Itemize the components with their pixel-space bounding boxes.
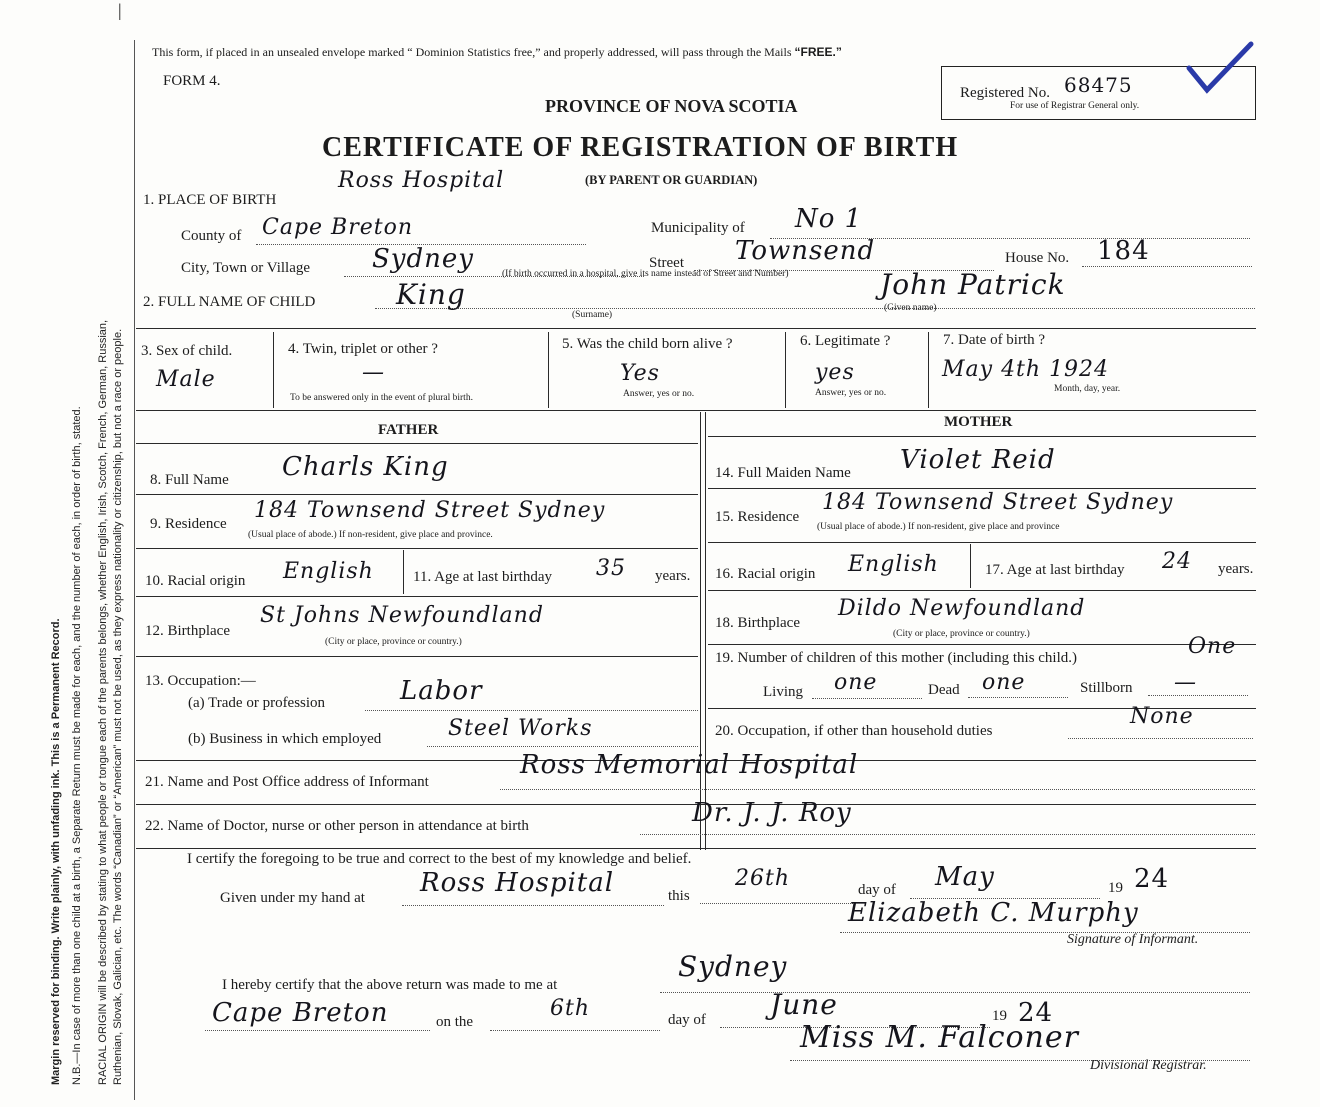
father-residence-value: 184 Townsend Street Sydney <box>254 498 606 523</box>
mother-racial-value: English <box>848 552 939 577</box>
check-mark-icon <box>1185 38 1255 98</box>
registrar-signature: Miss M. Falconer <box>800 1020 1079 1055</box>
stillborn-line <box>1148 695 1248 696</box>
rule-parents-divider <box>700 412 701 850</box>
child-name-label: 2. FULL NAME OF CHILD <box>143 294 316 310</box>
dob-label: 7. Date of birth ? <box>943 332 1046 348</box>
sex-value: Male <box>156 367 216 392</box>
margin-tick: | <box>118 0 122 20</box>
rule-m-4 <box>708 644 1256 645</box>
given-year-value: 24 <box>1134 864 1170 894</box>
registrar-only-note: For use of Registrar General only. <box>1010 101 1140 111</box>
reg-county-value: Cape Breton <box>212 998 389 1028</box>
reg-county-line <box>205 1030 430 1031</box>
doctor-label: 22. Name of Doctor, nurse or other person in attendance at birth <box>145 818 529 834</box>
dead-line <box>968 697 1068 698</box>
business-value: Steel Works <box>448 716 593 741</box>
year-prefix-label: 19 <box>1108 880 1123 896</box>
rule-f-1 <box>136 494 698 495</box>
father-residence-label: 9. Residence <box>150 516 227 532</box>
rule-m-3 <box>708 590 1256 591</box>
stillborn-value: — <box>1174 670 1197 695</box>
registered-label: Registered No. <box>960 85 1050 101</box>
mother-name-value: Violet Reid <box>900 445 1056 475</box>
dob-note: Month, day, year. <box>1054 384 1121 394</box>
given-name-caption: (Given name) <box>884 303 937 313</box>
rule-f-4 <box>136 656 698 657</box>
trade-line <box>365 710 698 711</box>
rule-col-3 <box>785 332 786 408</box>
county-value: Cape Breton <box>262 215 414 240</box>
postal-note: This form, if placed in an unsealed envelope marked “ Dominion Statistics free,” and properly addressed, will pass through the Mails “FREE.” <box>152 45 842 59</box>
reg-day-value: 6th <box>550 996 591 1021</box>
dead-label: Dead <box>928 682 960 698</box>
dob-value: May 4th 1924 <box>942 357 1110 382</box>
registrar-caption: Divisional Registrar. <box>1090 1058 1207 1073</box>
reg-place-value: Sydney <box>678 950 788 983</box>
father-age-label: 11. Age at last birthday <box>413 569 552 585</box>
father-birthplace-label: 12. Birthplace <box>145 623 230 639</box>
margin-note-binding: Margin reserved for binding. Write plainly, with unfading ink. This is a Permanent Record. <box>50 618 62 1085</box>
living-value: one <box>834 670 878 695</box>
born-alive-label: 5. Was the child born alive ? <box>562 336 733 352</box>
stillborn-label: Stillborn <box>1080 680 1133 696</box>
municipality-value: No 1 <box>795 204 863 234</box>
rule-top-row <box>136 328 1256 329</box>
rule-col-4 <box>928 332 929 408</box>
rule-m-2 <box>708 542 1256 543</box>
year-prefix-2-label: 19 <box>992 1008 1007 1024</box>
mother-residence-value: 184 Townsend Street Sydney <box>822 490 1174 515</box>
mother-occupation-value: None <box>1130 704 1194 729</box>
city-value: Sydney <box>372 244 474 274</box>
street-label: Street <box>649 255 684 271</box>
street-value: Townsend <box>735 236 876 266</box>
informant-signature: Elizabeth C. Murphy <box>848 898 1139 928</box>
sex-label: 3. Sex of child. <box>141 343 233 359</box>
trade-label: (a) Trade or profession <box>188 695 326 711</box>
informant-line <box>500 789 1255 790</box>
informant-label: 21. Name and Post Office address of Informant <box>145 774 429 790</box>
place-of-birth-label: 1. PLACE OF BIRTH <box>143 192 277 208</box>
occupation-label: 13. Occupation:— <box>145 673 256 689</box>
day-of-label: day of <box>858 882 896 898</box>
legitimate-note: Answer, yes or no. <box>815 388 887 398</box>
margin-rule <box>134 40 135 1100</box>
province-title: PROVINCE OF NOVA SCOTIA <box>545 96 798 116</box>
rule-m-1 <box>708 488 1256 489</box>
mother-age-value: 24 <box>1162 549 1192 574</box>
given-month-value: May <box>935 862 995 892</box>
reg-day-line <box>490 1030 660 1031</box>
hospital-note: (If birth occurred in a hospital, give its name instead of Street and Number) <box>502 269 789 279</box>
child-surname: King <box>396 278 466 311</box>
place-of-birth-value: Ross Hospital <box>338 168 505 193</box>
child-name-line <box>375 308 1255 309</box>
twin-note: To be answered only in the event of plural birth. <box>290 393 473 403</box>
informant-value: Ross Memorial Hospital <box>520 750 859 780</box>
form-number: FORM 4. <box>163 73 221 89</box>
mother-birthplace-label: 18. Birthplace <box>715 615 800 631</box>
legitimate-label: 6. Legitimate ? <box>800 333 891 349</box>
house-value: 184 <box>1097 236 1150 266</box>
day-of-2-label: day of <box>668 1012 706 1028</box>
mother-name-label: 14. Full Maiden Name <box>715 465 851 481</box>
this-label: this <box>668 888 690 904</box>
father-years-label: years. <box>655 568 691 584</box>
margin-note-nb: N.B.—In case of more than one child at a birth, a Separate Return must be made for each, and the number of each, in order of birth, stated. <box>71 406 83 1085</box>
mother-years-label: years. <box>1218 561 1254 577</box>
father-racial-label: 10. Racial origin <box>145 573 246 589</box>
mother-occupation-label: 20. Occupation, if other than household duties <box>715 723 993 739</box>
mother-occupation-line <box>1068 738 1253 739</box>
born-alive-note: Answer, yes or no. <box>623 389 695 399</box>
mother-racial-label: 16. Racial origin <box>715 566 816 582</box>
father-birthplace-value: St Johns Newfoundland <box>260 603 544 628</box>
on-the-label: on the <box>436 1014 474 1030</box>
given-at-value: Ross Hospital <box>420 868 615 898</box>
reg-year-value: 24 <box>1018 998 1054 1028</box>
father-name-value: Charls King <box>282 452 449 482</box>
mother-birthplace-value: Dildo Newfoundland <box>838 596 1086 621</box>
rule-parents-divider-2 <box>705 412 706 850</box>
mother-residence-note: (Usual place of abode.) If non-resident, give place and province <box>817 522 1060 532</box>
certify-text: I certify the foregoing to be true and correct to the best of my knowledge and belief. <box>187 851 692 867</box>
margin-note-racial-2: Ruthenian, Slovak, Galician, etc. The words “Canadian” or “American” must not be used, as they express nationality or citizenship, but not a race or people. <box>112 328 124 1085</box>
municipality-label: Municipality of <box>651 220 745 236</box>
given-day-line <box>700 903 855 904</box>
twin-value: — <box>362 360 385 385</box>
num-children-value: One <box>1188 634 1237 659</box>
rule-col-1 <box>273 332 274 408</box>
by-parent-note: (BY PARENT OR GUARDIAN) <box>585 173 758 187</box>
registered-number: 68475 <box>1064 73 1133 97</box>
rule-f-3 <box>136 596 698 597</box>
margin-note-racial: RACIAL ORIGIN will be described by stating to what people or tongue each of the parents belongs, whether English, Irish, Scotch, French, German, Russian, <box>97 319 109 1085</box>
rule-mother-head <box>708 436 1256 437</box>
mother-residence-label: 15. Residence <box>715 509 800 525</box>
twin-label: 4. Twin, triplet or other ? <box>288 341 438 357</box>
num-children-label: 19. Number of children of this mother (including this child.) <box>715 650 1078 666</box>
rule-parents-top <box>136 410 1256 411</box>
county-label: County of <box>181 228 242 244</box>
informant-signature-caption: Signature of Informant. <box>1067 932 1199 947</box>
father-racial-value: English <box>283 559 374 584</box>
child-given-name: John Patrick <box>880 268 1066 301</box>
living-label: Living <box>763 684 803 700</box>
registrar-cert-label: I hereby certify that the above return was made to me at <box>222 977 558 993</box>
rule-22-bottom <box>136 848 1256 849</box>
surname-caption: (Surname) <box>572 310 613 320</box>
trade-value: Labor <box>400 676 483 706</box>
mother-heading: MOTHER <box>944 414 1013 430</box>
given-day-value: 26th <box>735 866 791 891</box>
rule-col-2 <box>548 332 549 408</box>
reg-place-line <box>660 992 1250 993</box>
living-line <box>812 698 922 699</box>
father-age-value: 35 <box>596 556 626 581</box>
mother-age-label: 17. Age at last birthday <box>985 562 1125 578</box>
reg-month-value: June <box>770 988 838 1021</box>
rule-m-age <box>970 544 971 588</box>
rule-father-head <box>136 443 698 444</box>
mother-birthplace-note: (City or place, province or country.) <box>893 629 1030 639</box>
doctor-line <box>640 834 1255 835</box>
father-birthplace-note: (City or place, province or country.) <box>325 637 462 647</box>
given-under-label: Given under my hand at <box>220 890 365 906</box>
father-residence-note: (Usual place of abode.) If non-resident, give place and province. <box>248 530 493 540</box>
business-line <box>427 746 698 747</box>
house-line <box>1082 266 1252 267</box>
father-name-label: 8. Full Name <box>150 472 229 488</box>
legitimate-value: yes <box>815 360 855 385</box>
given-at-line <box>402 905 664 906</box>
house-label: House No. <box>1005 250 1070 266</box>
father-heading: FATHER <box>378 422 439 438</box>
born-alive-value: Yes <box>620 361 660 386</box>
rule-f-age <box>403 550 404 594</box>
certificate-title: CERTIFICATE OF REGISTRATION OF BIRTH <box>322 132 959 163</box>
rule-f-2 <box>136 548 698 549</box>
doctor-value: Dr. J. J. Roy <box>692 798 852 828</box>
city-label: City, Town or Village <box>181 260 311 276</box>
business-label: (b) Business in which employed <box>188 731 382 747</box>
dead-value: one <box>982 670 1026 695</box>
